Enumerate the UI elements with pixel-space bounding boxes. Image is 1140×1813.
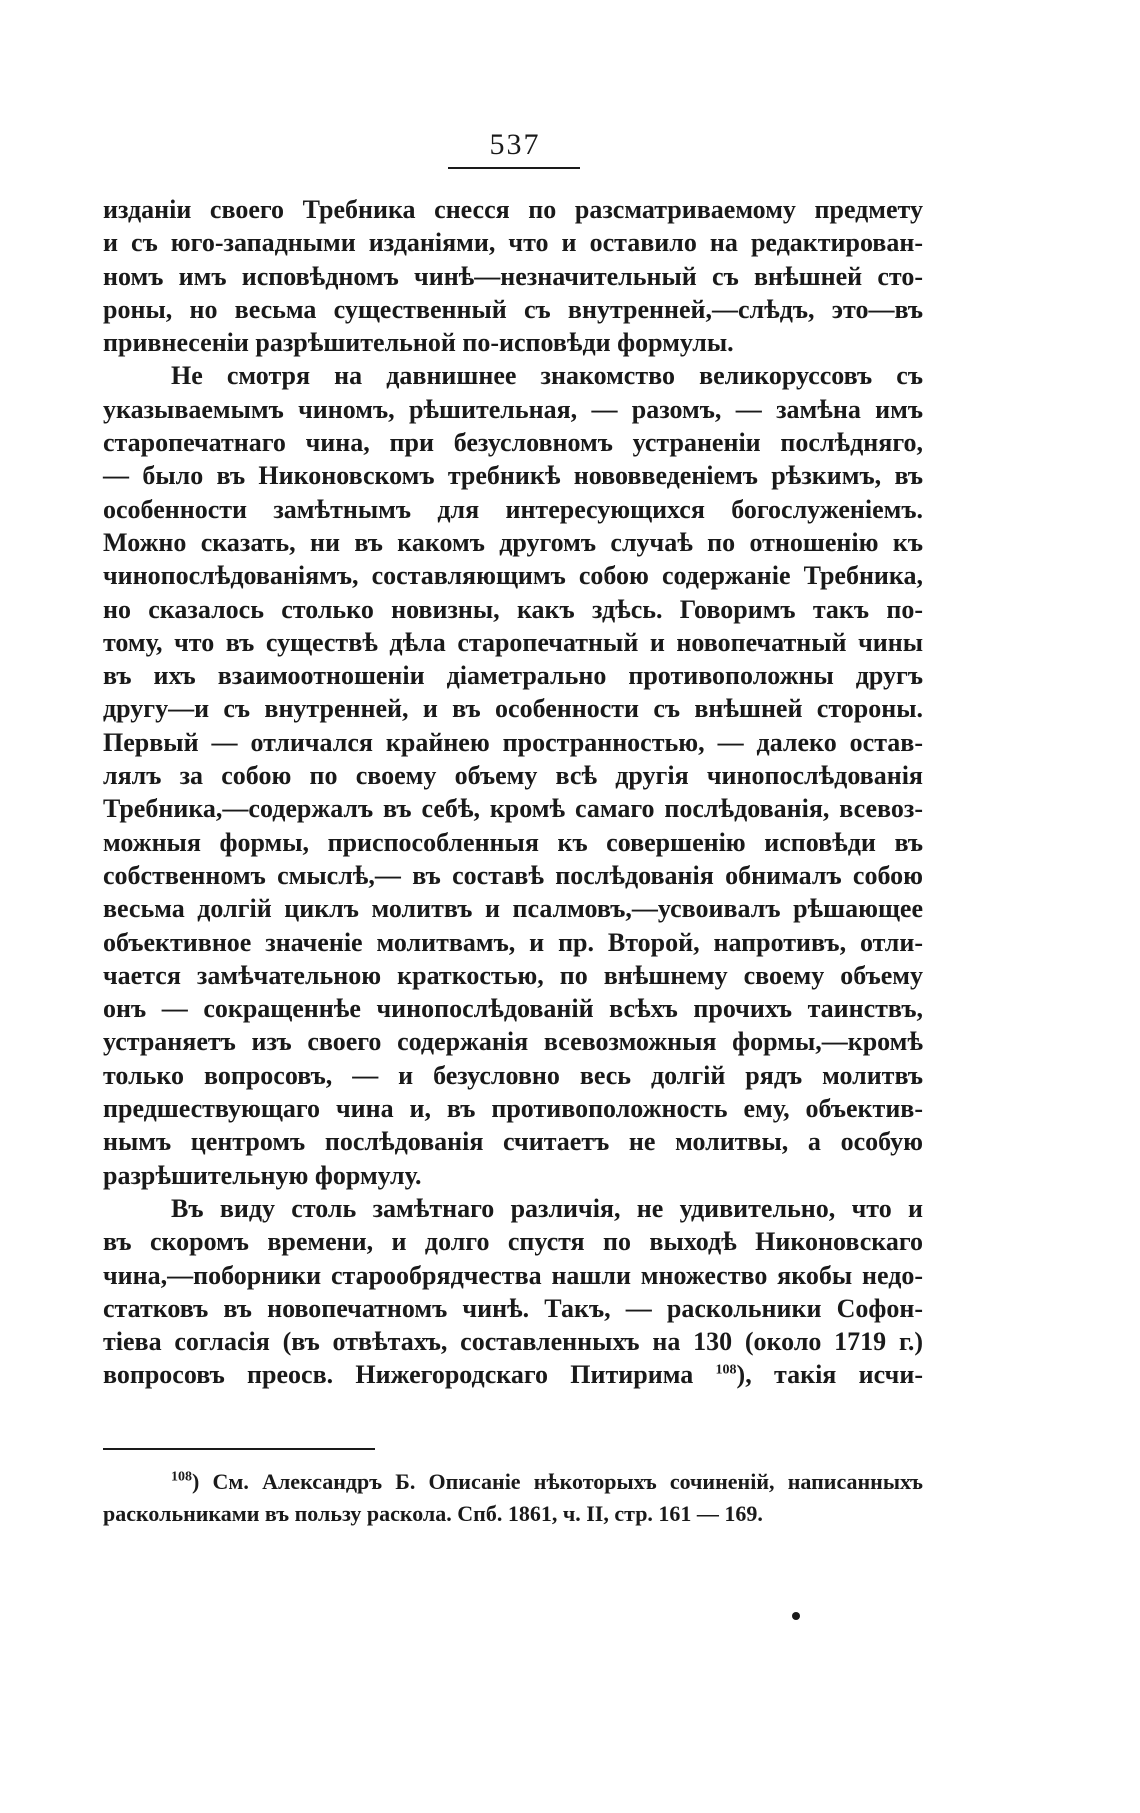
text-line-with-footnote-ref: [103, 1358, 923, 1391]
paragraph-1: [103, 193, 923, 359]
text-line: старопечатнаго чина, при безусловномъ устраненіи послѣдняго,: [103, 428, 923, 458]
text-line: особенности замѣтнымъ для интересующихся богослуженіемъ.: [103, 494, 923, 524]
text-line: статковъ въ новопечатномъ чинѣ. Такъ, — раскольники Софон-: [103, 1293, 923, 1323]
text-line: собственномъ смыслѣ,— въ составѣ послѣдованія обнималъ собою: [103, 860, 923, 890]
text-line: предшествующаго чина и, въ противоположность ему, объектив-: [103, 1094, 923, 1124]
text-line: разрѣшительную формулу.: [103, 1160, 422, 1190]
text-line: указываемымъ чиномъ, рѣшительная, — разомъ, — замѣна имъ: [103, 394, 923, 424]
ink-speck: [792, 1612, 800, 1620]
text-line: тіева согласія (въ отвѣтахъ, составленныхъ на 130 (около 1719 г.): [103, 1327, 923, 1357]
text-line: Требника,—содержалъ въ себѣ, кромѣ самаго послѣдованія, всевоз-: [103, 794, 923, 824]
footnote-mark: 108: [171, 1469, 192, 1485]
text-line: привнесеніи разрѣшительной по-исповѣди формулы.: [103, 328, 734, 358]
text-line: чинопослѣдованіямъ, составляющимъ собою содержаніе Требника,: [103, 561, 923, 591]
text-line: роны, но весьма существенный съ внутренней,—слѣдъ, это—въ: [103, 294, 923, 324]
footnote-text: ) См. Александръ Б. Описаніе нѣкоторыхъ сочиненій, написанныхъ: [192, 1469, 923, 1494]
body-text: [103, 193, 923, 1392]
text-line: въ скоромъ времени, и долго спустя по выходѣ Никоновскаго: [103, 1227, 923, 1257]
text-line: Можно сказать, ни въ какомъ другомъ случаѣ по отношенію къ: [103, 527, 923, 557]
text-line: весьма долгій циклъ молитвъ и псалмовъ,—усвоивалъ рѣшающее: [103, 894, 923, 924]
text-line: онъ — сокращеннѣе чинопослѣдованій всѣхъ прочихъ таинствъ,: [103, 994, 923, 1024]
text-line: въ ихъ взаимоотношеніи діаметрально противоположны другъ: [103, 661, 923, 691]
page-number: 537: [489, 128, 541, 161]
text-line: нымъ центромъ послѣдованія считаетъ не молитвы, а особую: [103, 1127, 923, 1157]
page-number-rule: [448, 167, 580, 169]
paragraph-2: [103, 359, 923, 1191]
footnote-separator: [103, 1448, 375, 1450]
text-line: и съ юго-западными изданіями, что и оставило на редактирован-: [103, 228, 923, 258]
text-line: устраняетъ изъ своего содержанія всевозможныя формы,—кромѣ: [103, 1027, 923, 1057]
text-line: номъ имъ исповѣдномъ чинѣ—незначительный съ внѣшней сто-: [103, 261, 923, 291]
text-line: чина,—поборники старообрядчества нашли множество якобы недо-: [103, 1260, 923, 1290]
text-line: объективное значеніе молитвамъ, и пр. Второй, напротивъ, отли-: [103, 927, 923, 957]
footnote-line: [103, 1466, 923, 1498]
text-line: изданіи своего Требника снесся по разсматриваемому предмету: [103, 195, 923, 224]
text-line: чается замѣчательною краткостью, по внѣшнему своему объему: [103, 960, 923, 990]
paragraph-3: [103, 1192, 923, 1392]
text-line: другу—и съ внутренней, и въ особенности съ внѣшней стороны.: [103, 694, 923, 724]
text-line: тому, что въ существѣ дѣла старопечатный и новопечатный чины: [103, 627, 923, 657]
text-fragment: ), такія исчи-: [736, 1360, 923, 1390]
footnote: [103, 1466, 923, 1530]
footnote-reference[interactable]: 108: [715, 1362, 737, 1378]
text-fragment: вопросовъ преосв. Нижегородскаго Питирима: [103, 1360, 716, 1390]
text-line: но сказалось столько новизны, какъ здѣсь. Говоримъ такъ по-: [103, 594, 923, 624]
text-line: Не смотря на давнишнее знакомство великоруссовъ съ: [171, 361, 923, 391]
text-line: можныя формы, приспособленныя къ совершенію исповѣди въ: [103, 827, 923, 857]
text-line: — было въ Никоновскомъ требникѣ нововведеніемъ рѣзкимъ, въ: [103, 461, 923, 491]
text-line: лялъ за собою по своему объему всѣ другія чинопослѣдованія: [103, 761, 923, 791]
text-line: Въ виду столь замѣтнаго различія, не удивительно, что и: [171, 1193, 923, 1223]
text-line: Первый — отличался крайнею пространностью, — далеко остав-: [103, 727, 923, 757]
footnote-line: раскольниками въ пользу раскола. Спб. 1861, ч. II, стр. 161 — 169.: [103, 1501, 763, 1526]
text-line: только вопросовъ, — и безусловно весь долгій рядъ молитвъ: [103, 1060, 923, 1090]
